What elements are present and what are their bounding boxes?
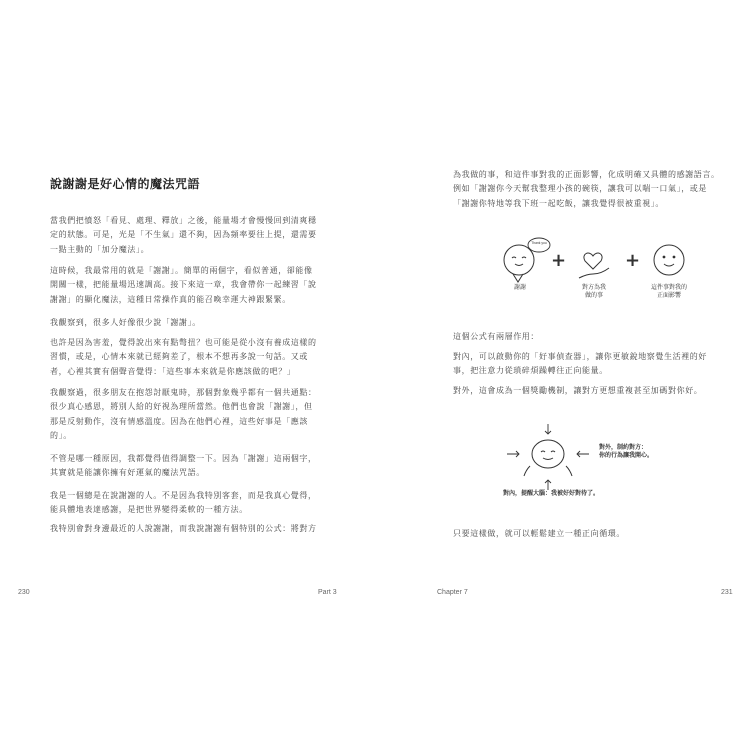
happy-face-icon xyxy=(524,440,572,476)
running-head-left: Part 3 xyxy=(318,589,337,596)
formula-illustration xyxy=(497,236,697,286)
right-paragraph-1: 為我做的事，和這件事對我的正面影響，化成明確又具體的感謝語言。 例如「謝謝你今天幫我整理小孩的碗筷，讓我可以喘一口氣」，或是 「謝謝你特地等我下班一起吃飯，讓我覺得很被重視」。 xyxy=(453,170,720,208)
paragraph-3: 我觀察到，很多人好像很少說「謝謝」。 xyxy=(50,318,201,327)
hand-heart-icon xyxy=(579,253,609,278)
paragraph-7: 我是一個總是在說謝謝的人。不是因為我特別客套，而是我真心覺得， 能具體地表達感謝，是把世界變得柔軟的一種方法。 xyxy=(50,491,317,515)
plus-icon: + xyxy=(625,250,641,271)
label-outer: 對外，制約對方： 你的行為讓我開心。 xyxy=(599,444,654,459)
effect-outer: 對外，這會成為一個獎勵機制，讓對方更想重複甚至加碼對你好。 xyxy=(453,386,703,395)
paragraph-5: 我觀察過，很多朋友在抱怨討厭鬼時，那個對象幾乎都有一個共通點： 很少真心感恩，將別人給的好視為理所當然。他們也會說「謝謝」，但 那是反射動作，沒有情感溫度。因為在他們心裡，這些好事是「應該 的」。 xyxy=(50,388,317,440)
paragraph-1: 當我們把憤怒「看見、處理、釋放」之後，能量場才會慢慢回到清爽穩 定的狀態。可是，光是「不生氣」還不夠，因為頻率要往上提，還需要 一點主動的「加分魔法」。 xyxy=(50,216,317,254)
label-inner: 對內，提醒大腦：我被好好對待了。 xyxy=(503,490,600,497)
paragraph-6: 不管是哪一種原因，我都覺得值得調整一下。因為「謝謝」這兩個字， 其實就是能讓你擁有好運氣的魔法咒語。 xyxy=(50,454,317,478)
paragraph-4: 也許是因為害羞，覺得說出來有點彆扭？也可能是從小沒有養成這樣的 習慣，或是，心情本來就已經夠差了，根本不想再多說一句話。又或 者，心裡其實有個聲音覺得：「這些事本來就是你應該做的吧？」 xyxy=(50,338,317,376)
right-page xyxy=(375,0,750,750)
effects-intro: 這個公式有兩層作用： xyxy=(453,332,539,341)
plus-icon: + xyxy=(551,250,567,271)
page-number-right: 231 xyxy=(721,589,733,596)
label-impact: 這件事對我的 正面影響 xyxy=(650,284,687,299)
paragraph-2: 這時候，我最常用的就是「謝謝」。簡單的兩個字，看似普通，卻能像 開關一樣，把能量場迅速調高。接下來這一章，我會帶你一起練習「說 謝謝」的顯化魔法，這種日常操作真的能召喚幸運大神跟緊緊。 xyxy=(50,266,317,304)
smiley-face-icon xyxy=(654,245,684,275)
face-arrows-illustration xyxy=(503,420,593,492)
label-deed: 對方為我 做的事 xyxy=(581,284,606,299)
page-number-left: 230 xyxy=(18,589,30,596)
person-praying-icon xyxy=(504,245,534,282)
paragraph-8: 我特別會對身邊最近的人說謝謝，而我說謝謝有個特別的公式：將對方 xyxy=(50,524,317,533)
speech-bubble-icon xyxy=(528,238,550,252)
chapter-heading: 說謝謝是好心情的魔法咒語 xyxy=(50,177,201,191)
closing-line: 只要這樣做，就可以輕鬆建立一種正向循環。 xyxy=(453,529,625,538)
thanks-formula-diagram xyxy=(497,236,697,306)
effect-inner: 對內，可以啟動你的「好事偵查器」，讓你更敏銳地察覺生活裡的好 事，把注意力從瑣碎煩躁轉往正向能量。 xyxy=(453,352,707,376)
svg-text:Thank you: Thank you xyxy=(531,241,547,245)
running-head-right: Chapter 7 xyxy=(437,589,468,596)
label-thanks: 謝謝 xyxy=(513,284,526,291)
arrows-icon xyxy=(507,424,589,490)
